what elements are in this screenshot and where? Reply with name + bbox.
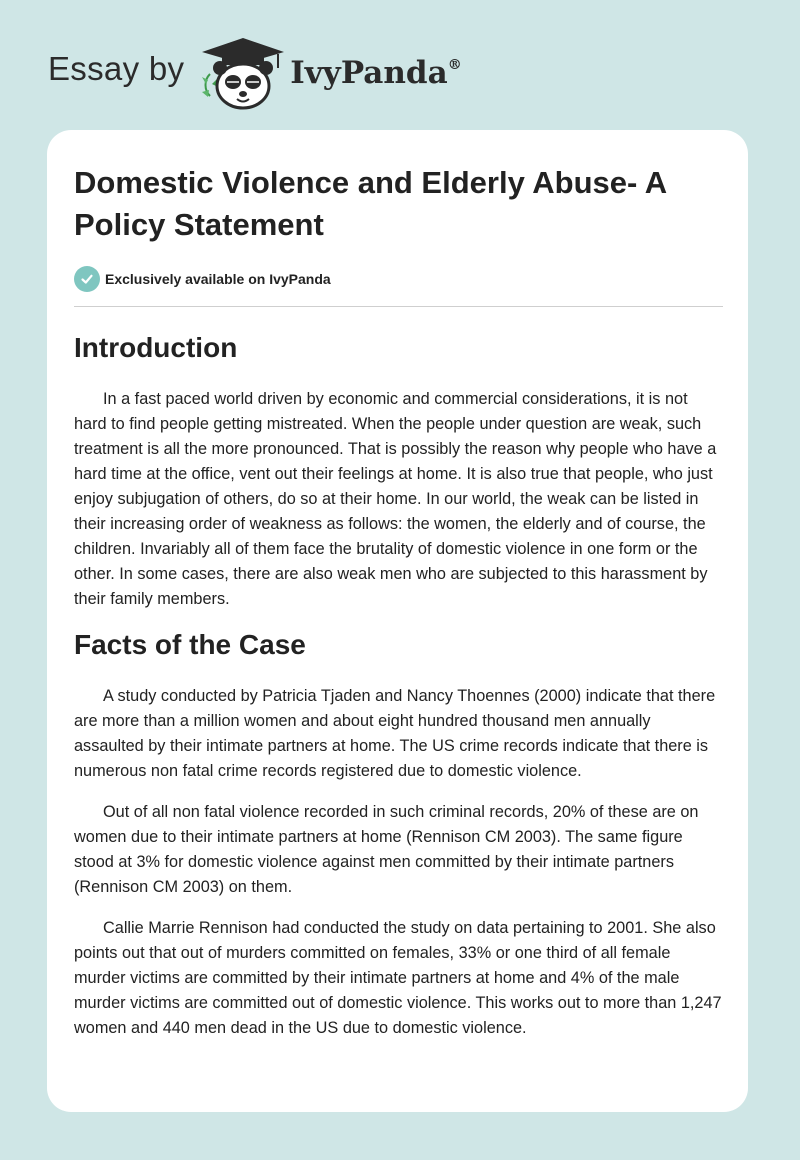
panda-logo-icon[interactable] [198,34,288,110]
paragraph: A study conducted by Patricia Tjaden and Nancy Thoennes (2000) indicate that there are more than a million women and about eight hundred thousand men annually assaulted by their intimate partners at home. The US crime records indicate that there is numerous non fatal crime records registered due to domestic violence. [74,687,716,780]
essay-card [47,130,748,1112]
site-header [48,34,462,110]
exclusive-badge-label: Exclusively available on IvyPanda [105,271,331,287]
page-title: Domestic Violence and Elderly Abuse- A Policy Statement [74,165,667,242]
exclusive-badge [74,265,723,293]
section-heading-facts-of-the-case: Facts of the Case [74,629,306,660]
paragraph: In a fast paced world driven by economic and commercial considerations, it is not hard to find people getting mistreated. When the people under question are weak, such treatment is all the more pronounced. That is possibly the reason why people who have a hard time at the office, vent out their feelings at home. It is also true that people, who just enjoy subjugation of others, do so at their home. In our world, the weak can be listed in their increasing order of weakness as follows: the women, the elderly and of course, the children. Invariably all of them face the brutality of domestic violence in one form or the other. In some cases, there are also weak men who are subjected to this harassment by their family members. [74,390,717,608]
brand-name[interactable]: IvyPanda® [290,55,462,91]
registered-mark: ® [447,57,462,73]
checkmark-icon [74,266,100,292]
paragraph: Out of all non fatal violence recorded in such criminal records, 20% of these are on women due to their intimate partners at home (Rennison CM 2003). The same figure stood at 3% for domestic violence against men committed by their intimate partners (Rennison CM 2003) on them. [74,803,699,896]
paragraph: Callie Marrie Rennison had conducted the study on data pertaining to 2001. She also points out that out of murders committed on females, 33% or one third of all female murder victims are committed by their intimate partners at home and 4% of the male murder victims are committed out of domestic violence. This works out to more than 1,247 women and 440 men dead in the US due to domestic violence. [74,919,722,1037]
section-heading-introduction: Introduction [74,332,238,363]
essay-by-label: Essay by [48,50,185,87]
divider [74,306,723,307]
